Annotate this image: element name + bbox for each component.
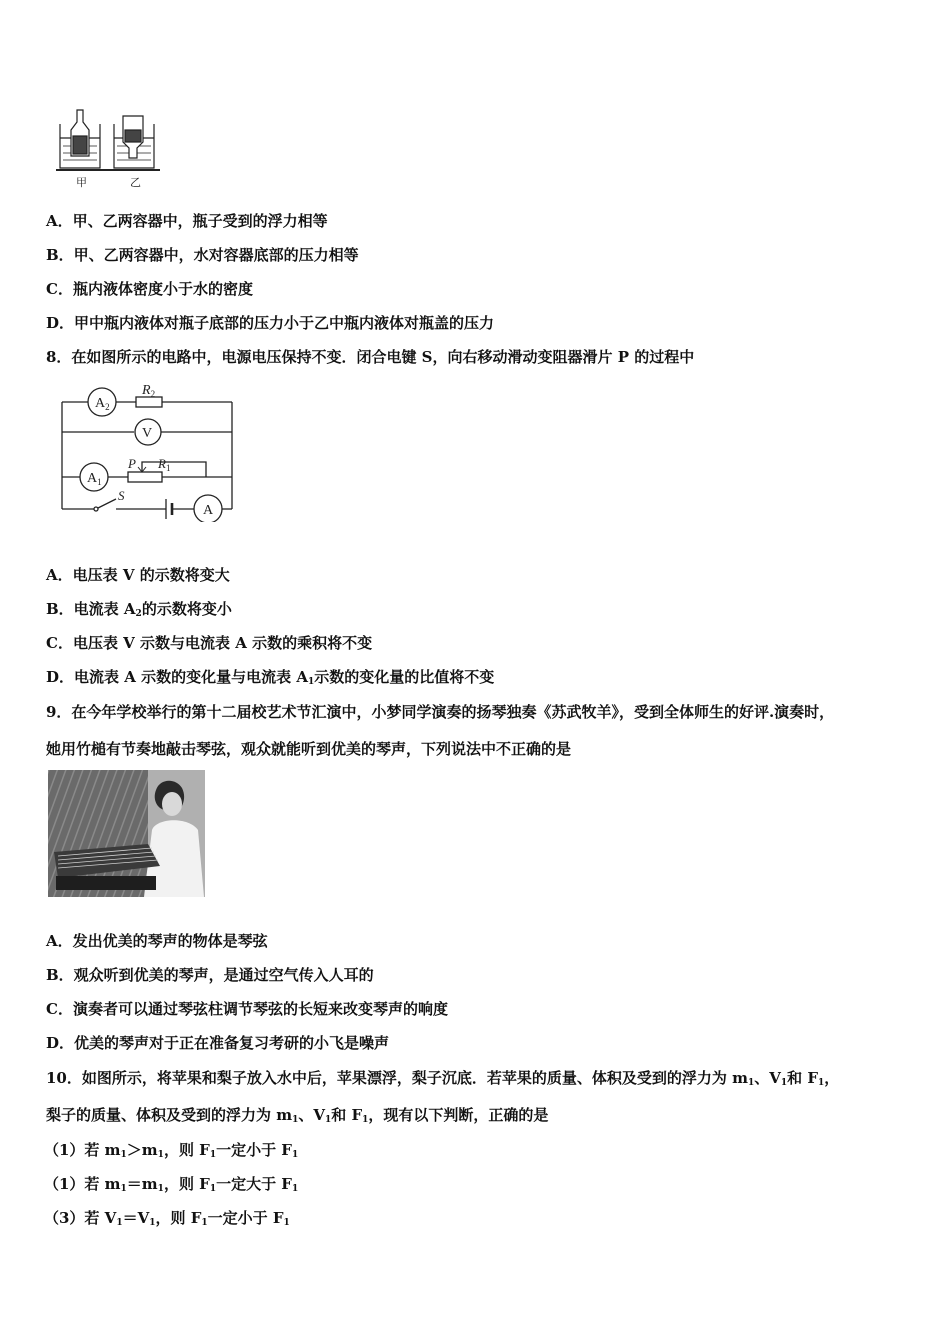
label-jia: 甲 bbox=[76, 176, 87, 189]
q10-j3-t4: 一定小于 F bbox=[207, 1209, 284, 1227]
q10-l2-s2: 1 bbox=[325, 1115, 332, 1125]
a2-sub: 2 bbox=[105, 402, 110, 412]
q10-j1-t1: （1）若 m bbox=[44, 1141, 121, 1159]
q8-option-b-pre: B．电流表 A bbox=[46, 600, 136, 618]
r2-sub: 2 bbox=[150, 389, 156, 399]
q8-option-b-sub: 2 bbox=[135, 609, 142, 619]
q9-option-a: A．发出优美的琴声的物体是琴弦 bbox=[46, 932, 268, 950]
q10-j2-s1: 1 bbox=[120, 1184, 127, 1194]
q10-j3-t1: （3）若 V bbox=[44, 1209, 117, 1227]
a-letter: A bbox=[203, 503, 214, 518]
q9-stem-line2: 她用竹槌有节奏地敲击琴弦，观众就能听到优美的琴声，下列说法中不正确的是 bbox=[46, 740, 572, 758]
q10-j3-s2: 1 bbox=[149, 1218, 156, 1228]
q10-j1-s4: 1 bbox=[291, 1150, 299, 1160]
q10-j1-s1: 1 bbox=[120, 1150, 127, 1160]
svg-text:R1 bbox=[157, 456, 170, 473]
q10-judgement-2 bbox=[44, 1174, 298, 1194]
r2-letter: R bbox=[142, 383, 151, 398]
q10-l2-s3: 1 bbox=[362, 1115, 369, 1125]
q10-j1-s2: 1 bbox=[157, 1150, 164, 1160]
q9-option-d: D．优美的琴声对于正在准备复习考研的小飞是噪声 bbox=[46, 1034, 390, 1052]
q8-stem: 8．在如图所示的电路中，电源电压保持不变．闭合电键 S，向右移动滑动变阻器滑片 P 的过程中 bbox=[46, 348, 695, 366]
q7-option-b: B．甲、乙两容器中，水对容器底部的压力相等 bbox=[46, 246, 359, 264]
q7-option-c: C．瓶内液体密度小于水的密度 bbox=[46, 280, 253, 298]
s-letter: S bbox=[118, 488, 125, 503]
a2-letter: A bbox=[95, 396, 106, 411]
q10-l1-t4: ， bbox=[824, 1069, 840, 1087]
a1-letter: A bbox=[87, 471, 98, 486]
q10-j3-s3: 1 bbox=[201, 1218, 208, 1228]
q10-j3-t3: ，则 F bbox=[155, 1209, 202, 1227]
svg-text:R2 bbox=[141, 383, 155, 399]
q10-stem-line1 bbox=[46, 1068, 839, 1088]
q10-j2-t1: （1）若 m bbox=[44, 1175, 121, 1193]
q8-option-d bbox=[46, 667, 494, 687]
q10-j1-t2: ＞m bbox=[126, 1141, 158, 1159]
bottles-figure bbox=[48, 98, 168, 190]
q10-stem-line2 bbox=[46, 1105, 548, 1125]
q10-j2-s4: 1 bbox=[291, 1184, 299, 1194]
q10-j2-t2: ＝m bbox=[126, 1175, 158, 1193]
q10-l2-t1: 梨子的质量、体积及受到的浮力为 m bbox=[46, 1106, 293, 1124]
q10-judgement-1 bbox=[44, 1140, 298, 1160]
q10-j2-t4: 一定大于 F bbox=[216, 1175, 292, 1193]
q10-j3-t2: ＝V bbox=[122, 1209, 150, 1227]
q10-l1-s2: 1 bbox=[780, 1078, 788, 1088]
q10-l1-t2: 、V bbox=[754, 1069, 781, 1087]
q7-option-a: A．甲、乙两容器中，瓶子受到的浮力相等 bbox=[46, 212, 328, 230]
r1-sub: 1 bbox=[165, 463, 171, 473]
q10-j1-s3: 1 bbox=[209, 1150, 217, 1160]
q10-j2-s2: 1 bbox=[157, 1184, 164, 1194]
q10-j2-t3: ，则 F bbox=[163, 1175, 210, 1193]
q10-j1-t3: ，则 F bbox=[163, 1141, 210, 1159]
q10-l1-s3: 1 bbox=[818, 1078, 825, 1088]
q9-option-c: C．演奏者可以通过琴弦柱调节琴弦的长短来改变琴声的响度 bbox=[46, 1000, 448, 1018]
q8-option-d-pre: D．电流表 A 示数的变化量与电流表 A bbox=[46, 668, 308, 686]
q7-option-d: D．甲中瓶内液体对瓶子底部的压力小于乙中瓶内液体对瓶盖的压力 bbox=[46, 314, 495, 332]
q10-l1-s1: 1 bbox=[747, 1078, 755, 1088]
q10-j3-s1: 1 bbox=[116, 1218, 123, 1228]
q10-l2-t2: 、V bbox=[298, 1106, 326, 1124]
q10-j2-s3: 1 bbox=[209, 1184, 217, 1194]
q9-option-b: B．观众听到优美的琴声，是通过空气传入人耳的 bbox=[46, 966, 374, 984]
q10-l1-t3: 和 F bbox=[787, 1069, 819, 1087]
p-letter: P bbox=[128, 456, 136, 471]
circuit-diagram bbox=[56, 382, 241, 522]
q10-l2-s1: 1 bbox=[292, 1115, 299, 1125]
q10-j1-t4: 一定小于 F bbox=[216, 1141, 292, 1159]
q9-stem-line1: 9．在今年学校举行的第十二届校艺术节汇演中，小梦同学演奏的扬琴独奏《苏武牧羊》，受到全体师生的好评.演奏时， bbox=[46, 703, 835, 721]
r1-letter: R bbox=[158, 456, 166, 471]
q10-j3-s4: 1 bbox=[283, 1218, 290, 1228]
q10-l1-t1: 10．如图所示，将苹果和梨子放入水中后，苹果漂浮，梨子沉底．若苹果的质量、体积及受到的浮力为 m bbox=[46, 1069, 748, 1087]
q8-option-c: C．电压表 V 示数与电流表 A 示数的乘积将不变 bbox=[46, 634, 373, 652]
q10-l2-t3: 和 F bbox=[331, 1106, 363, 1124]
q10-judgement-3 bbox=[44, 1208, 290, 1228]
q8-option-b bbox=[46, 599, 232, 619]
a1-sub: 1 bbox=[97, 477, 102, 487]
label-yi: 乙 bbox=[130, 176, 141, 189]
q8-option-a: A．电压表 V 的示数将变大 bbox=[46, 566, 230, 584]
q8-option-d-sub: 1 bbox=[307, 677, 315, 687]
v-letter: V bbox=[142, 426, 153, 441]
q10-l2-t4: ，现有以下判断，正确的是 bbox=[368, 1106, 549, 1124]
q8-option-b-post: 的示数将变小 bbox=[141, 600, 232, 618]
yangqin-photo bbox=[48, 770, 205, 897]
q8-option-d-post: 示数的变化量的比值将不变 bbox=[314, 668, 495, 686]
